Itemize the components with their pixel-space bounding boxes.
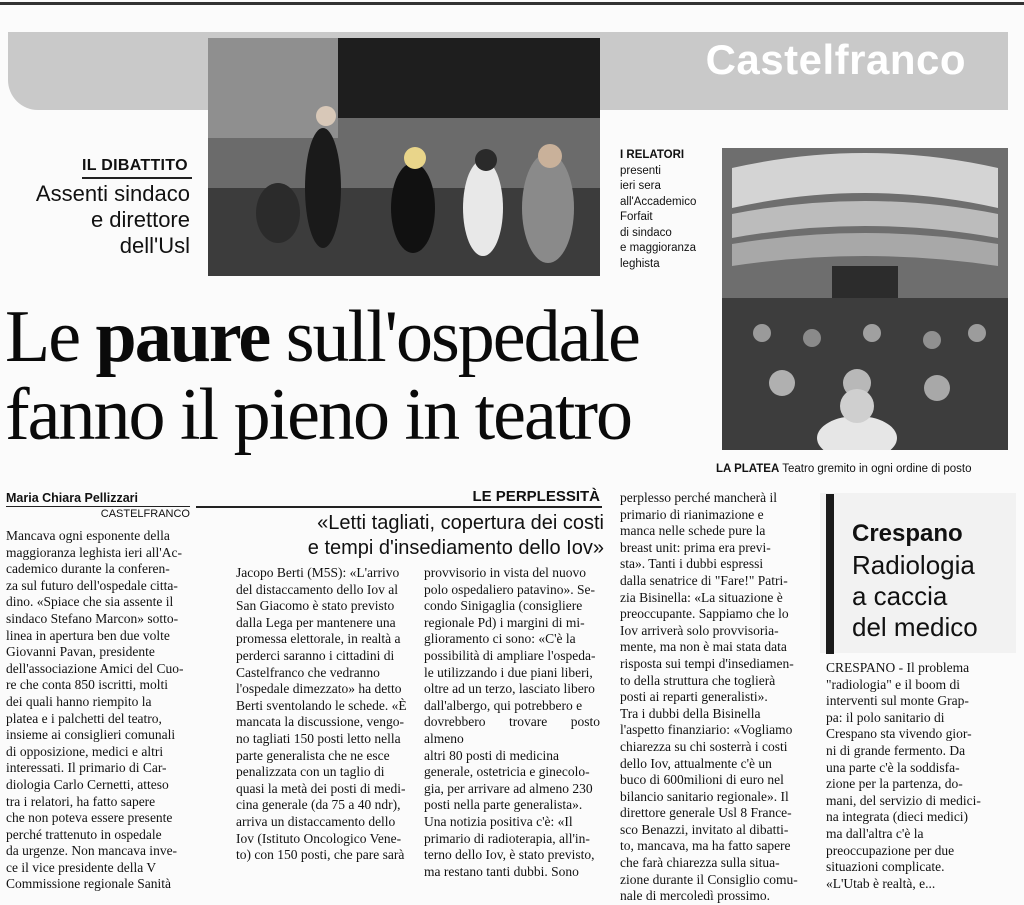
article-column-2: Jacopo Berti (M5S): «L'arrivo del distaccamento dello Iov al San Giacomo è stato previsto dalla Lega per mantenere una promessa elettorale, in realtà a perderci saranno i cittadini di Castelfranco che vedranno l'ospedale dimezzato» ha detto Berti sventolando le schede. «È mancata la discussione, vengo- no tagliati 150 posti letto nella parte generalista che ne esce penalizzata con un taglio di quasi la metà dei posti di medi- cina generale (da 75 a 40 ndr), arriva un distaccamento dello Iov (Istituto Oncologico Vene- to) con 150 posti, che pare sarà (236, 565, 407, 863)
debate-kicker: IL DIBATTITO (82, 157, 188, 174)
top-cut-rule (0, 2, 1024, 5)
doubts-kicker: LE PERPLESSITÀ (472, 488, 600, 505)
caption-line: presenti (620, 164, 661, 177)
debate-subhead (0, 181, 190, 259)
caption-audience-label: LA PLATEA (716, 463, 780, 475)
byline-author: Maria Chiara Pellizzari (6, 491, 139, 505)
headline-start: Le (5, 296, 96, 378)
caption-line: e maggioranza (620, 242, 697, 254)
article-column-1: Mancava ogni esponente della maggioranza leghista ieri all'Ac- cademico durante la conferen- za sul futuro dell'ospedale citta- dino. «Spiace che sia assente il sindaco Stefano Marcon» sotto- linea in apertura ben due volte Giovanni Pavan, presidente dell'associazione Amici del Cuo- re che conta 850 iscritti, molti dei quali hanno riempito la platea e i palchetti del teatro, insieme ai consiglieri comunali di opposizione, medici e altri interessati. Il primario di Car- diologia Carlo Cernetti, atteso tra i relatori, ha fatto sapere che non poteva essere presente perché trattenuto in ospedale da urgenze. Non mancava inve- ce il vice presidente della V Commissione regionale Sanità (6, 528, 184, 892)
headline-end: sull'ospedale (269, 296, 639, 378)
doubts-rule (196, 506, 602, 508)
headline-line-1 (5, 296, 639, 378)
sidebar-kicker: Crespano (852, 520, 963, 547)
caption-line: di sindaco (620, 226, 672, 239)
caption-speakers (620, 148, 718, 272)
article-column-3: provvisorio in vista del nuovo polo ospedaliero patavino». Se- condo Sinigaglia (consigliere regionale Pd) i margini di mi- glioramento ci sono: «C'è la possibilità di ampliare l'ospeda- le utilizzando i due piani liberi, oltre ad un terzo, lasciato libero dall'albergo, qui potrebbero e dovrebbero trovare posto almeno altri 80 posti di medicina generale, ostetricia e ginecolo- gia, per arrivare ad almeno 230 posti nella parte generalista». Una notizia positiva c'è: «Il primario di radioterapia, all'in- terno dello Iov, è stato previsto, ma restano tanti dubbi. Sono (424, 565, 600, 879)
caption-audience-text: Teatro gremito in ogni ordine di posto (782, 463, 972, 475)
speakers-photo (208, 38, 600, 276)
caption-speakers-label: I RELATORI (620, 149, 685, 161)
doubts-quote-line: «Letti tagliati, copertura dei costi (317, 512, 604, 534)
caption-audience (716, 463, 971, 475)
sidebar-title-line: a caccia (852, 581, 948, 611)
section-title: Castelfranco (705, 36, 966, 83)
sidebar-title (852, 550, 978, 643)
sidebar-title-line: Radiologia (852, 550, 975, 580)
caption-line: leghista (620, 257, 660, 270)
debate-subhead-line: Assenti sindaco (35, 181, 190, 206)
byline-place: CASTELFRANCO (100, 508, 190, 520)
doubts-quote (196, 511, 604, 561)
sidebar-accent-bar (826, 494, 834, 654)
debate-subhead-line: e direttore (90, 207, 190, 232)
caption-line: Forfait (620, 211, 653, 223)
sidebar-title-line: del medico (852, 612, 978, 642)
doubts-quote-line: e tempi d'insediamento dello Iov» (307, 537, 604, 559)
headline-line-2: fanno il pieno in teatro (5, 374, 632, 456)
byline-rule (6, 506, 190, 507)
debate-kicker-rule (82, 177, 192, 179)
speakers-photo-image (208, 38, 600, 276)
audience-photo (722, 148, 1008, 450)
caption-line: ieri sera (620, 180, 661, 192)
sidebar-body: CRESPANO - Il problema "radiologia" e il boom di interventi sul monte Grap- pa: il polo sanitario di Crespano sta vivendo gior- ni di grande fermento. Da una parte c'è la soddisfa- zione per la partenza, do- mani, del servizio di medici- na integrata (dieci medici) ma dall'altra c'è la preoccupazione per due situazioni complicate. «L'Utab è realtà, e... (826, 660, 981, 891)
article-column-4: perplesso perché mancherà il primario di rianimazione e manca nelle schede pure la breast unit: prima era previ- sta». Tanti i dubbi espressi dalla senatrice di "Fare!" Patri- zia Bisinella: «La situazione è preoccupante. Sappiamo che lo Iov arriverà solo provvisoria- mente, ma non è mai stata data risposta sui tempi d'insediamen- to della struttura che toglierà posti ai reparti generalisti». Tra i dubbi della Bisinella l'aspetto finanziario: «Vogliamo chiarezza su chi sosterrà i costi dello Iov, attualmente c'è un buco di 600milioni di euro nel bilancio sanitario regionale». Il direttore generale Usl 8 France- sco Benazzi, invitato al dibatti- to, mancava, ma ha fatto sapere che farà chiarezza sulla situa- zione durante il Consiglio comu- nale di mercoledì prossimo. (620, 490, 798, 904)
headline-bold: paure (95, 296, 270, 378)
audience-photo-image (722, 148, 1008, 450)
debate-subhead-line: dell'Usl (119, 233, 190, 258)
caption-line: all'Accademico (620, 195, 697, 208)
